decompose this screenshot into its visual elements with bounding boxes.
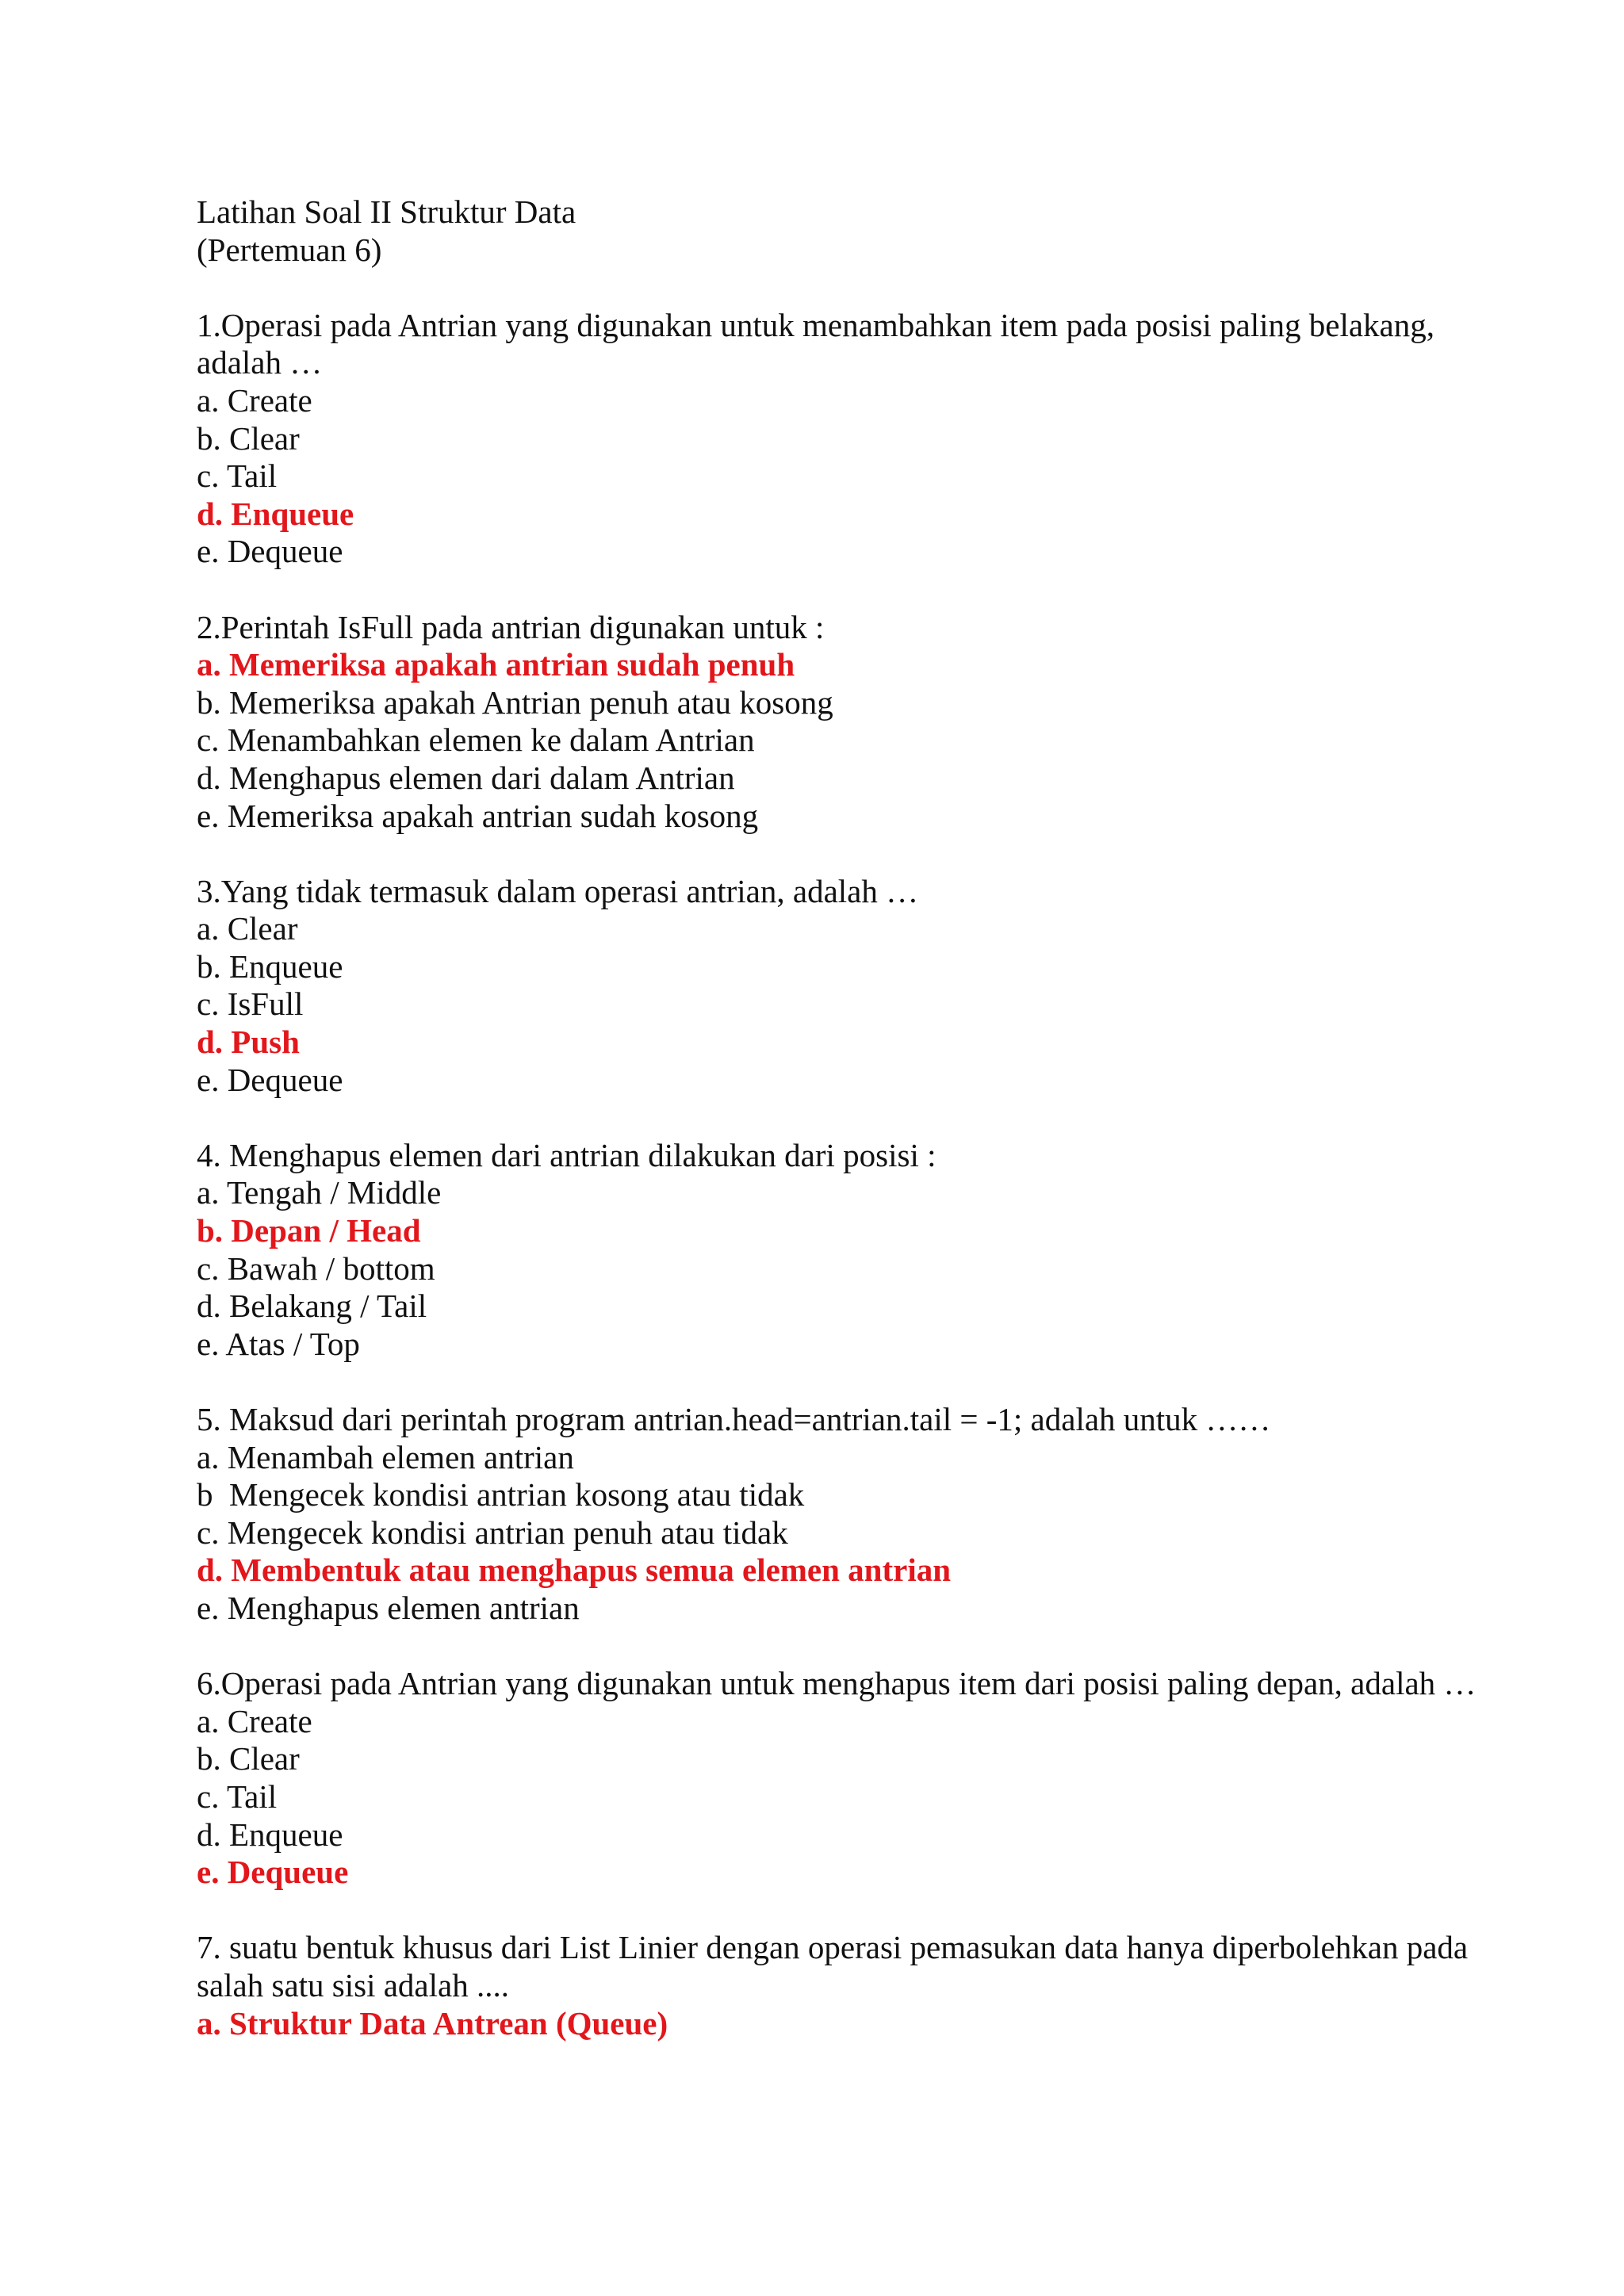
document-subtitle: (Pertemuan 6) (197, 231, 382, 268)
answer-option: d. Belakang / Tail (197, 1288, 427, 1325)
spacer (197, 1099, 1497, 1137)
correct-answer-option: a. Memeriksa apakah antrian sudah penuh (197, 646, 795, 683)
question-stem: 7. suatu bentuk khusus dari List Linier dengan operasi pemasukan data hanya diperbolehkan pada salah satu sisi adalah .... (197, 1929, 1477, 2003)
answer-option: b Mengecek kondisi antrian kosong atau tidak (197, 1476, 805, 1513)
answer-option: d. Menghapus elemen dari dalam Antrian (197, 759, 735, 796)
answer-option: b. Clear (197, 419, 300, 457)
correct-answer-option: e. Dequeue (197, 1854, 349, 1891)
answer-option: d. Enqueue (197, 1816, 343, 1853)
question-block (197, 307, 1497, 571)
answer-option: c. Menambahkan elemen ke dalam Antrian (197, 721, 755, 759)
spacer (197, 1628, 1497, 1666)
question-stem: 5. Maksud dari perintah program antrian.head=antrian.tail = -1; adalah untuk …… (197, 1401, 1271, 1437)
question-block (197, 1401, 1497, 1628)
correct-answer-option: d. Push (197, 1024, 300, 1061)
answer-option: c. Bawah / bottom (197, 1249, 435, 1287)
spacer (197, 1363, 1497, 1401)
answer-option: a. Tengah / Middle (197, 1174, 442, 1211)
answer-option: b. Memeriksa apakah Antrian penuh atau kosong (197, 683, 833, 721)
question-block (197, 1929, 1497, 2042)
correct-answer-option: d. Enqueue (197, 495, 354, 532)
question-stem: 4. Menghapus elemen dari antrian dilakukan dari posisi : (197, 1136, 936, 1173)
answer-option: c. IsFull (197, 985, 304, 1023)
question-stem: 2.Perintah IsFull pada antrian digunakan untuk : (197, 608, 825, 645)
document-title: Latihan Soal II Struktur Data (197, 193, 576, 230)
answer-option: b. Clear (197, 1740, 300, 1777)
correct-answer-option: d. Membentuk atau menghapus semua elemen antrian (197, 1552, 952, 1589)
correct-answer-option: a. Struktur Data Antrean (Queue) (197, 2004, 668, 2042)
question-block (197, 609, 1497, 836)
spacer (197, 571, 1497, 609)
question-stem: 3.Yang tidak termasuk dalam operasi antrian, adalah … (197, 872, 919, 909)
answer-option: a. Create (197, 381, 312, 419)
question-list (197, 307, 1497, 2042)
answer-option: e. Memeriksa apakah antrian sudah kosong (197, 797, 759, 834)
answer-option: e. Dequeue (197, 1061, 343, 1098)
answer-option: e. Atas / Top (197, 1325, 360, 1362)
question-stem: 1.Operasi pada Antrian yang digunakan untuk menambahkan item pada posisi paling belakang, adalah … (197, 306, 1443, 381)
answer-option: b. Enqueue (197, 947, 343, 985)
answer-option: a. Create (197, 1702, 312, 1739)
spacer (197, 269, 1497, 307)
question-stem: 6.Operasi pada Antrian yang digunakan untuk menghapus item dari posisi paling depan, adalah … (197, 1665, 1477, 1702)
answer-option: e. Dequeue (197, 533, 343, 570)
correct-answer-option: b. Depan / Head (197, 1212, 421, 1249)
answer-option: e. Menghapus elemen antrian (197, 1589, 580, 1626)
answer-option: a. Menambah elemen antrian (197, 1438, 574, 1475)
answer-option: c. Mengecek kondisi antrian penuh atau tidak (197, 1513, 788, 1551)
spacer (197, 835, 1497, 873)
document-page (197, 193, 1497, 2042)
question-block (197, 1665, 1497, 1892)
spacer (197, 1892, 1497, 1930)
question-block (197, 1137, 1497, 1364)
answer-option: c. Tail (197, 1777, 278, 1815)
answer-option: c. Tail (197, 457, 278, 495)
question-block (197, 873, 1497, 1100)
answer-option: a. Clear (197, 910, 298, 947)
